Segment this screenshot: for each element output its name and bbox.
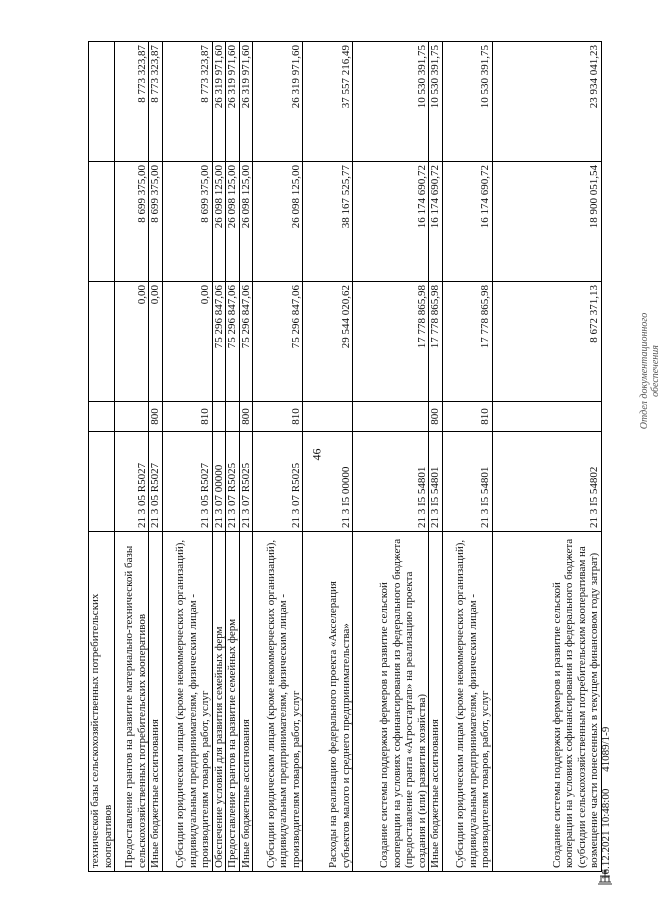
stamp-line-1: Отдел документационного	[639, 312, 650, 430]
row-expense-type	[226, 402, 240, 432]
row-amount-2: 26 098 125,00	[226, 162, 240, 282]
row-expense-type: 800	[239, 402, 253, 432]
row-expense-type	[115, 402, 149, 432]
row-amount-3: 8 773 323,87	[162, 42, 212, 162]
row-code: 21 3 I5 54802	[492, 432, 601, 532]
row-amount-1: 0,00	[115, 282, 149, 402]
row-amount-3: 26 319 971,60	[226, 42, 240, 162]
row-expense-type	[492, 402, 601, 432]
row-expense-type	[353, 402, 429, 432]
row-amount-1: 17 778 865,98	[442, 282, 492, 402]
row-code	[89, 432, 115, 532]
row-amount-2: 26 098 125,00	[239, 162, 253, 282]
table-row	[226, 42, 240, 872]
row-code: 21 3 05 R5027	[149, 432, 163, 532]
table-row	[353, 42, 429, 872]
table-row	[149, 42, 163, 872]
row-name: Создание системы поддержки фермеров и развитие сельской кооперации на условиях софинансирования из федерального бюджета (предоставление гранта «Агростартап» на реализацию проекта создания и (или) развития хозяйства)	[353, 532, 429, 872]
row-name: Иные бюджетные ассигнования	[239, 532, 253, 872]
row-code: 21 3 07 00000	[212, 432, 226, 532]
footer	[600, 713, 612, 880]
budget-table-body	[89, 42, 602, 872]
row-amount-2: 18 900 051,54	[492, 162, 601, 282]
row-amount-3: 8 773 323,87	[149, 42, 163, 162]
row-name: Обеспечение условий для развития семейных ферм	[212, 532, 226, 872]
row-expense-type: 810	[442, 402, 492, 432]
row-amount-1: 17 778 865,98	[429, 282, 443, 402]
row-amount-3: 37 557 216,49	[303, 42, 353, 162]
row-expense-type	[89, 402, 115, 432]
row-amount-1: 0,00	[149, 282, 163, 402]
row-amount-3: 26 319 971,60	[212, 42, 226, 162]
row-amount-2: 26 098 125,00	[212, 162, 226, 282]
row-amount-1: 0,00	[162, 282, 212, 402]
row-name: Субсидии юридическим лицам (кроме некоммерческих организаций), индивидуальным предпринимателям, физическим лицам - производителям товаров, работ, услуг	[442, 532, 492, 872]
row-amount-1: 75 296 847,06	[226, 282, 240, 402]
row-amount-3	[89, 42, 115, 162]
row-code: 21 3 07 R5025	[239, 432, 253, 532]
row-amount-1	[89, 282, 115, 402]
row-expense-type	[303, 402, 353, 432]
row-code: 21 3 07 R5025	[253, 432, 303, 532]
row-code: 21 3 05 R5027	[115, 432, 149, 532]
row-amount-2: 26 098 125,00	[253, 162, 303, 282]
department-stamp	[639, 296, 661, 446]
table-row	[492, 42, 601, 872]
footer-doc-id: 41089/1-9	[600, 726, 612, 772]
stamp-line-2: обеспечения	[650, 345, 661, 397]
row-amount-2: 8 699 375,00	[115, 162, 149, 282]
row-name: Расходы на реализацию федерального проекта «Акселерация субъектов малого и среднего предпринимательства»	[303, 532, 353, 872]
table-row	[162, 42, 212, 872]
row-amount-3: 10 530 391,75	[429, 42, 443, 162]
row-name: Субсидии юридическим лицам (кроме некоммерческих организаций), индивидуальным предпринимателям, физическим лицам - производителям товаров, работ, услуг	[162, 532, 212, 872]
row-amount-2: 16 174 690,72	[353, 162, 429, 282]
row-amount-3: 10 530 391,75	[442, 42, 492, 162]
row-code: 21 3 07 R5025	[226, 432, 240, 532]
row-amount-3: 23 934 041,23	[492, 42, 601, 162]
table-row	[429, 42, 443, 872]
row-amount-3: 26 319 971,60	[253, 42, 303, 162]
row-amount-1: 8 672 371,13	[492, 282, 601, 402]
table-row	[442, 42, 492, 872]
row-expense-type: 800	[149, 402, 163, 432]
table-row	[89, 42, 115, 872]
table-row	[303, 42, 353, 872]
row-code: 21 3 I5 00000	[303, 432, 353, 532]
row-amount-1: 29 544 020,62	[303, 282, 353, 402]
table-row	[253, 42, 303, 872]
row-name: Предоставление грантов на развитие семейных ферм	[226, 532, 240, 872]
row-name: Иные бюджетные ассигнования	[429, 532, 443, 872]
row-expense-type: 810	[253, 402, 303, 432]
row-amount-2: 16 174 690,72	[442, 162, 492, 282]
row-code: 21 3 I5 54801	[429, 432, 443, 532]
row-code: 21 3 05 R5027	[162, 432, 212, 532]
row-expense-type: 800	[429, 402, 443, 432]
row-amount-2: 16 174 690,72	[429, 162, 443, 282]
row-name: Создание системы поддержки фермеров и развитие сельской кооперации на условиях софинансирования из федерального бюджета (субсидии сельскохозяйственным потребительским кооперативам на возмещение части понесенных в текущем финансовом году затрат)	[492, 532, 601, 872]
row-expense-type	[212, 402, 226, 432]
row-name: Субсидии юридическим лицам (кроме некоммерческих организаций), индивидуальным предпринимателям, физическим лицам - производителям товаров, работ, услуг	[253, 532, 303, 872]
row-amount-1: 75 296 847,06	[239, 282, 253, 402]
table-row	[115, 42, 149, 872]
row-amount-2: 8 699 375,00	[149, 162, 163, 282]
footer-datetime: 16.12.2021 10:48:00	[600, 788, 612, 880]
row-name: технической базы сельскохозяйственных потребительских кооперативов	[89, 532, 115, 872]
row-amount-1: 75 296 847,06	[212, 282, 226, 402]
row-name: Предоставление грантов на развитие материально-технической базы сельскохозяйственных потребительских кооперативов	[115, 532, 149, 872]
row-name: Иные бюджетные ассигнования	[149, 532, 163, 872]
row-amount-3: 8 773 323,87	[115, 42, 149, 162]
rotated-table-container	[88, 42, 600, 872]
table-row	[212, 42, 226, 872]
row-amount-3: 26 319 971,60	[239, 42, 253, 162]
budget-table	[88, 41, 602, 872]
page-number: 46	[309, 448, 324, 461]
row-code: 21 3 I5 54801	[353, 432, 429, 532]
row-expense-type: 810	[162, 402, 212, 432]
row-amount-2: 8 699 375,00	[162, 162, 212, 282]
row-amount-1: 75 296 847,06	[253, 282, 303, 402]
row-amount-2: 38 167 525,77	[303, 162, 353, 282]
row-code: 21 3 I5 54801	[442, 432, 492, 532]
row-amount-2	[89, 162, 115, 282]
row-amount-1: 17 778 865,98	[353, 282, 429, 402]
row-amount-3: 10 530 391,75	[353, 42, 429, 162]
table-row	[239, 42, 253, 872]
